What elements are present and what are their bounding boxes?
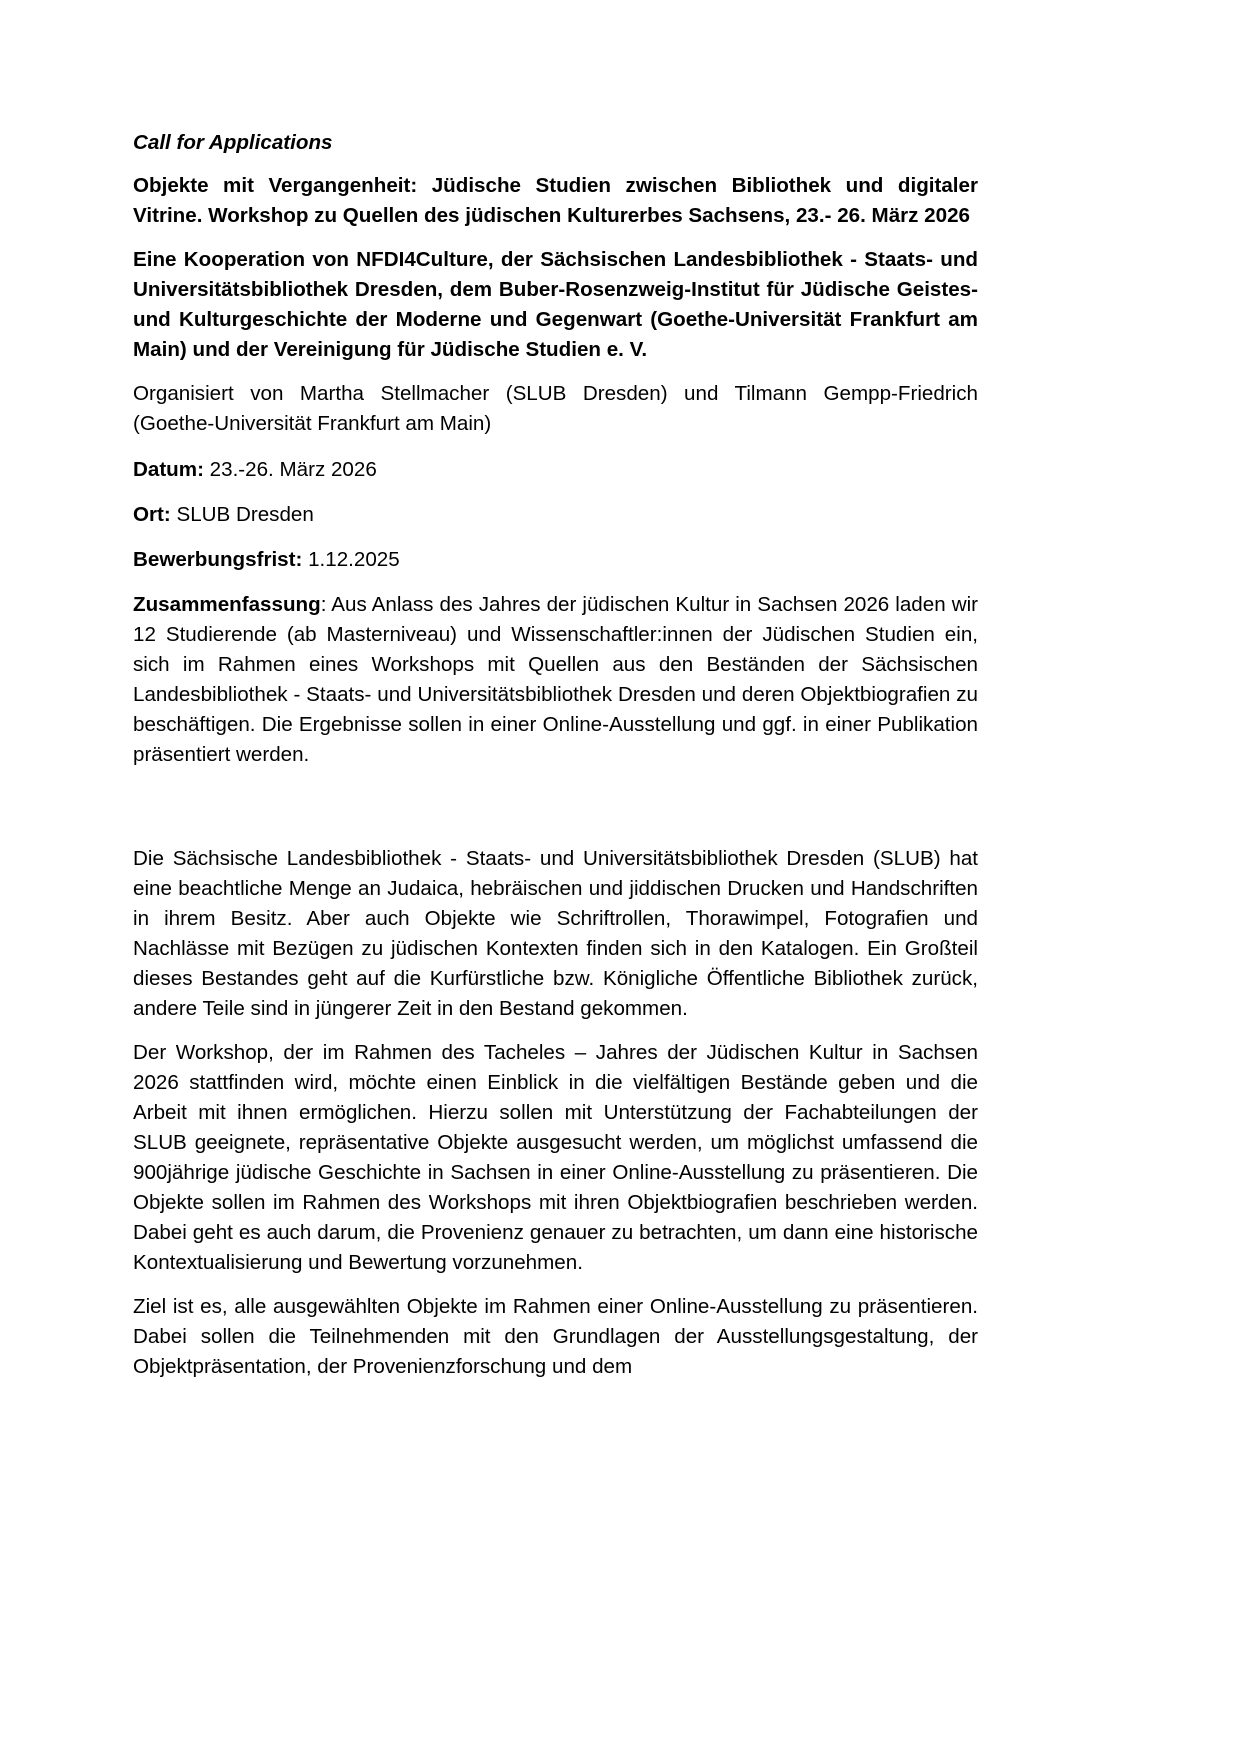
document-kicker: Call for Applications (133, 131, 333, 154)
body-paragraph-goal: Ziel ist es, alle ausgewählten Objekte im Rahmen einer Online-Ausstellung zu präsentieren. Dabei sollen die Teilnehmenden mit den Grundlagen der Ausstellungsgestaltung, der Objektpräsentation, der Provenienzforschung und dem (133, 1295, 978, 1378)
body-paragraph-workshop: Der Workshop, der im Rahmen des Tacheles – Jahres der Jüdischen Kultur in Sachsen 2026 stattfinden wird, möchte einen Einblick in die vielfältigen Bestände geben und die Arbeit mit ihnen ermöglichen. Hierzu sollen mit Unterstützung der Fachabteilungen der SLUB geeignete, repräsentative Objekte ausgesucht werden, um möglichst umfassend die 900jährige jüdische Geschichte in Sachsen in einer Online-Ausstellung zu präsentieren. Die Objekte sollen im Rahmen des Workshops mit ihren Objektbiografien beschrieben werden. Dabei geht es auch darum, die Provenienz genauer zu betrachten, um dann eine historische Kontextualisierung und Bewertung vorzunehmen. (133, 1041, 978, 1274)
meta-date-value: 23.-26. März 2026 (203, 458, 377, 481)
summary-label: Zusammenfassung (133, 593, 321, 616)
organizers-line: Organisiert von Martha Stellmacher (SLUB Dresden) und Tilmann Gempp-Friedrich (Goethe-Universität Frankfurt am Main) (133, 382, 978, 435)
document-page (133, 128, 978, 1396)
cooperation-statement: Eine Kooperation von NFDI4Culture, der Sächsischen Landesbibliothek - Staats- und Universitätsbibliothek Dresden, dem Buber-Rosenzweig-Institut für Jüdische Geistes- und Kulturgeschichte der Moderne und Gegenwart (Goethe-Universität Frankfurt am Main) und der Vereinigung für Jüdische Studien e. V. (133, 248, 978, 361)
summary-paragraph (133, 590, 978, 770)
summary-text: : Aus Anlass des Jahres der jüdischen Kultur in Sachsen 2026 laden wir 12 Studierende (ab Masterniveau) und Wissenschaftler:innen der Jüdischen Studien ein, sich im Rahmen eines Workshops mit Quellen aus den Beständen der Sächsischen Landesbibliothek - Staats- und Universitätsbibliothek Dresden und deren Objektbiografien zu beschäftigen. Die Ergebnisse sollen in einer Online-Ausstellung und ggf. in einer Publikation präsentiert werden. (133, 593, 978, 766)
meta-deadline (133, 545, 978, 575)
document-title: Objekte mit Vergangenheit: Jüdische Studien zwischen Bibliothek und digitaler Vitrine. Workshop zu Quellen des jüdischen Kulturerbes Sachsens, 23.- 26. März 2026 (133, 174, 978, 227)
meta-place-value: SLUB Dresden (170, 503, 314, 526)
meta-date (133, 455, 978, 485)
meta-date-label: Datum: (133, 458, 204, 481)
meta-place (133, 500, 978, 530)
meta-place-label: Ort: (133, 503, 171, 526)
body-paragraph-collection: Die Sächsische Landesbibliothek - Staats- und Universitätsbibliothek Dresden (SLUB) hat eine beachtliche Menge an Judaica, hebräischen und jiddischen Drucken und Handschriften in ihrem Besitz. Aber auch Objekte wie Schriftrollen, Thorawimpel, Fotografien und Nachlässe mit Bezügen zu jüdischen Kontexten finden sich in den Katalogen. Ein Großteil dieses Bestandes geht auf die Kurfürstliche bzw. Königliche Öffentliche Bibliothek zurück, andere Teile sind in jüngerer Zeit in den Bestand gekommen. (133, 847, 978, 1020)
meta-deadline-value: 1.12.2025 (302, 548, 400, 571)
meta-deadline-label: Bewerbungsfrist: (133, 548, 303, 571)
